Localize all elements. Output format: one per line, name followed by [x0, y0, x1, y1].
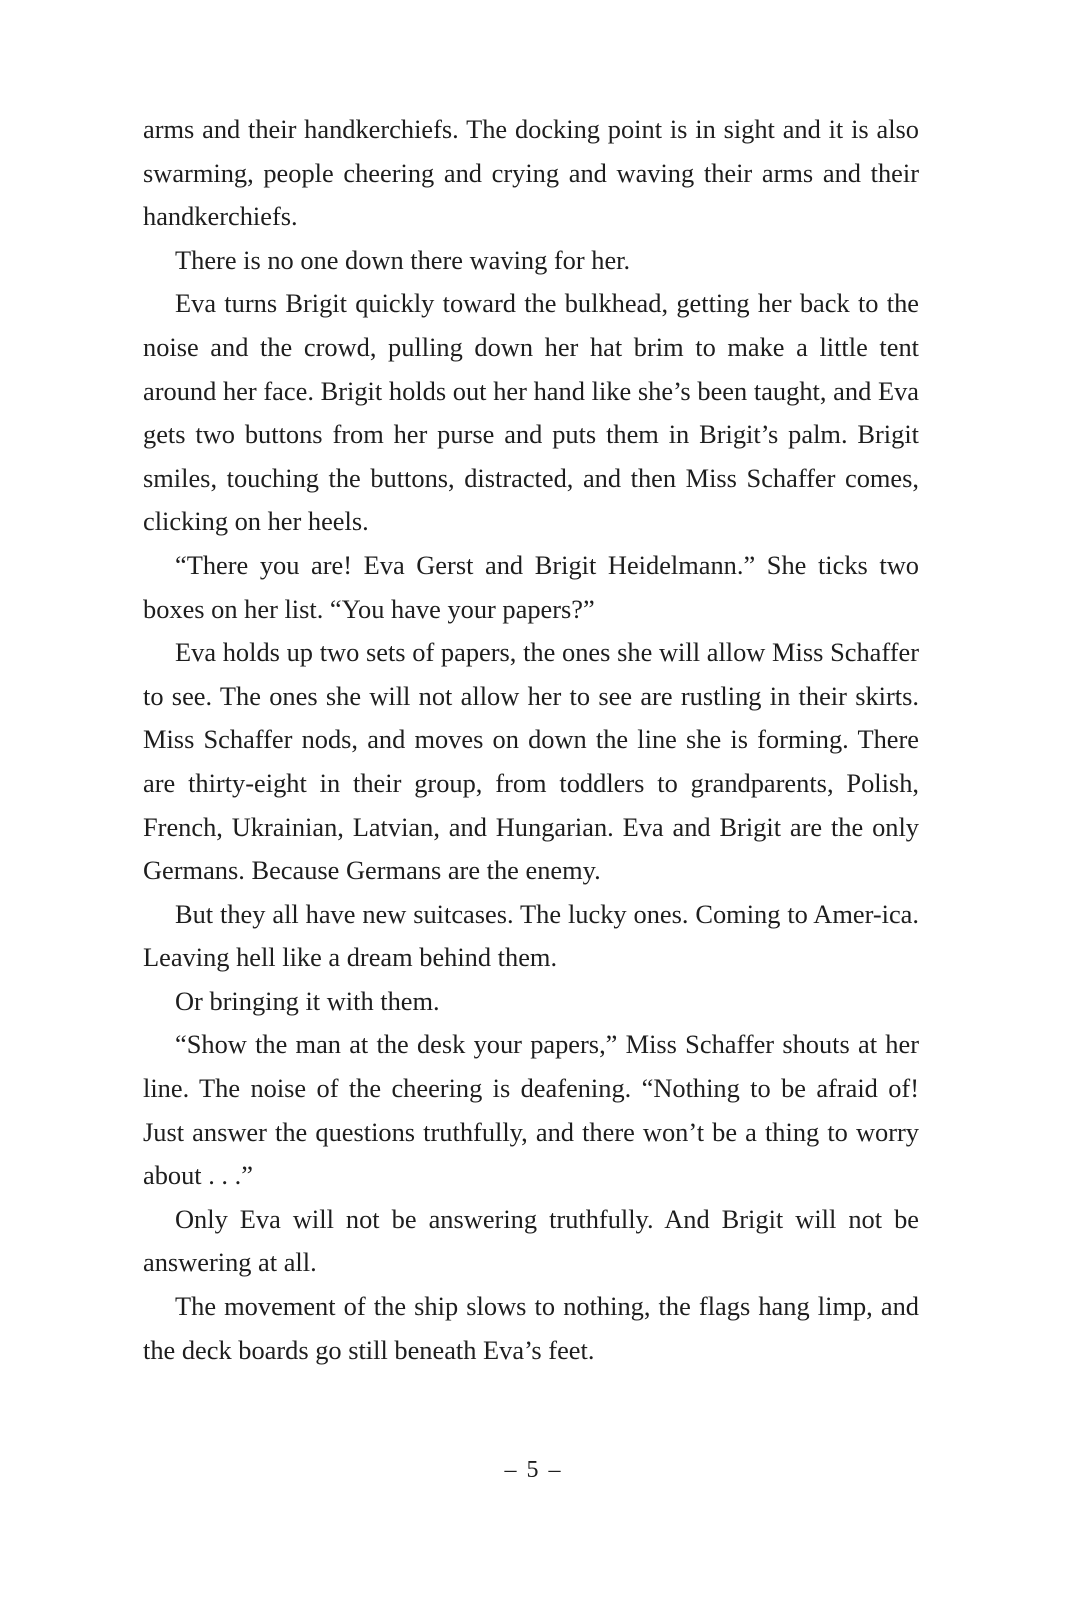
- paragraph-2: There is no one down there waving for her.: [175, 244, 631, 275]
- paragraph-3: Eva turns Brigit quickly toward the bulkhead, getting her back to the noise and the crowd, pulling down her hat brim to make a little tent around her face. Brigit holds out her hand like she’s been taught, and Eva gets two buttons from her purse and puts them in Brigit’s palm. Brigit smiles, touching the buttons, distracted, and then Miss Schaffer comes, clicking on her heels.: [143, 288, 919, 537]
- page-number: – 5 –: [504, 1457, 563, 1483]
- paragraph-4: “There you are! Eva Gerst and Brigit Heidelmann.” She ticks two boxes on her list. “You have your papers?”: [143, 549, 919, 624]
- paragraph-7: Or bringing it with them.: [175, 985, 440, 1016]
- paragraph-5: Eva holds up two sets of papers, the ones she will allow Miss Schaffer to see. The ones she will not allow her to see are rustling in their skirts. Miss Schaffer nods, and moves on down the line she is forming. There are thirty-eight in their group, from toddlers to grandparents, Polish, French, Ukrainian, Latvian, and Hungarian. Eva and Brigit are the only Germans. Because Germans are the enemy.: [143, 637, 919, 886]
- body-text: [143, 108, 919, 1372]
- paragraph-9: Only Eva will not be answering truthfully. And Brigit will not be answering at all.: [143, 1203, 919, 1278]
- paragraph-8: “Show the man at the desk your papers,” Miss Schaffer shouts at her line. The noise of the cheering is deafening. “Nothing to be afraid of! Just answer the questions truthfully, and there won’t be a thing to worry about . . .”: [143, 1029, 919, 1191]
- paragraph-6: But they all have new suitcases. The lucky ones. Coming to Amer-ica. Leaving hell like a dream behind them.: [143, 898, 919, 973]
- paragraph-1: arms and their handkerchiefs. The docking point is in sight and it is also swarming, people cheering and crying and waving their arms and their handkerchiefs.: [143, 114, 919, 232]
- paragraph-10: The movement of the ship slows to nothing, the flags hang limp, and the deck boards go still beneath Eva’s feet.: [143, 1291, 919, 1365]
